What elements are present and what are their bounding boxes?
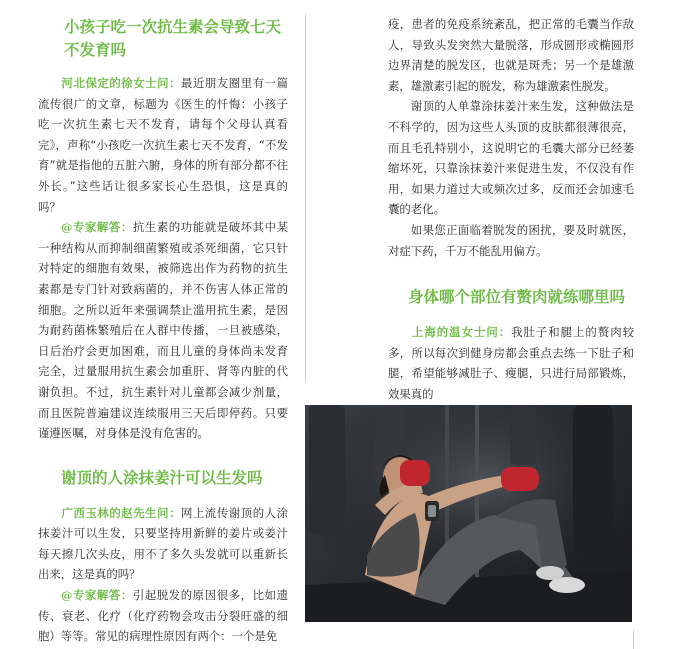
question-text: 我肚子和腿上的赘肉较多，所以每次到健身房都会重点去练一下肚子和腿，希望能够减肚子、瘦腿，只进行局部锻炼，效果真的 <box>388 325 634 401</box>
column-divider-bottom <box>633 630 634 649</box>
question-ginger <box>38 503 288 585</box>
question-text: 最近朋友圈里有一篇流传很广的文章，标题为《医生的忏悔：小孩子吃一次抗生素七天不发育，请每个父母认真看完》，声称“小孩吃一次抗生素七天不发育，“不发育”就是指他的五脏六腑，身体的所有部分都不往外长。”这些话让很多家长心生恐惧，这是真的吗？ <box>38 76 288 214</box>
answer-label: @专家解答： <box>61 220 133 235</box>
continued-text: 疫，患者的免疫系统紊乱，把正常的毛囊当作敌人，导致头发突然大量脱落，形成圆形或椭圆形边界清楚的脱发区，也就是斑秃；另一个是雄激素，雄激素引起的脱发，称为雄激素性脱发。 <box>388 17 634 93</box>
question-author: 上海的温女士问： <box>411 325 512 340</box>
paragraph-ginger-unscientific: 谢顶的人单靠涂抹姜汁来生发，这种做法是不科学的，因为这些人头顶的皮肤都很薄很亮，而且毛孔特别小，这说明它的毛囊大部分已经萎缩坏死，只靠涂抹姜汁来促进生发，不仅没有作用，如果力道过大或频次过多，反而还会加速毛囊的老化。 <box>388 99 634 217</box>
section-title-ginger: 谢顶的人涂抹姜汁可以生发吗 <box>61 467 263 487</box>
right-column <box>388 0 634 405</box>
question-author: 河北保定的徐女士问： <box>61 76 182 90</box>
left-column <box>38 0 288 647</box>
answer-text: 抗生素的功能就是破坏其中某一种结构从而抑制细菌繁殖或杀死细菌，它只针对特定的细胞有效果，被筛选出作为药物的抗生素都是专门针对致病菌的，并不伤害人体正常的细胞。之所以近年来强调禁止滥用抗生素，是因为耐药菌株繁殖后在人群中传播，一旦被感染，日后治疗会更加困难，而且儿童的身体尚未发育完全，过量服用抗生素会加重肝、肾等内脏的代谢负担。不过，抗生素针对儿童都会减少剂量，而且医院普遍建议连续服用三天后即停药。只要谨遵医嘱，对身体是没有危害的。 <box>38 220 288 441</box>
section-title-spot-reduction: 身体哪个部位有赘肉就练哪里吗 <box>408 287 626 307</box>
section-title-antibiotics: 小孩子吃一次抗生素会导致七天不发育吗 <box>64 17 282 59</box>
exercise-photo <box>305 405 632 622</box>
question-author: 广西玉林的赵先生问： <box>61 505 182 520</box>
answer-text: 引起脱发的原因很多，比如遗传、衰老、化疗（化疗药物会攻击分裂旺盛的细胞）等等。常见的病理性原因有两个：一个是免 <box>38 588 288 644</box>
exercise-photo-illustration <box>305 405 632 622</box>
answer-ginger <box>38 585 288 647</box>
question-antibiotics <box>38 73 288 217</box>
question-text: 网上流传谢顶的人涂抹姜汁可以生发，只要坚持用新鲜的姜片或姜汁每天擦几次头皮，用不了多久头发就可以重新长出来，这是真的吗？ <box>38 505 288 582</box>
column-divider <box>305 14 306 382</box>
answer-antibiotics <box>38 217 288 444</box>
question-spot-reduction <box>388 322 634 404</box>
answer-label: @专家解答： <box>61 588 133 603</box>
paragraph-see-doctor: 如果您正面临着脱发的困扰，要及时就医，对症下药，千万不能乱用偏方。 <box>388 222 634 258</box>
